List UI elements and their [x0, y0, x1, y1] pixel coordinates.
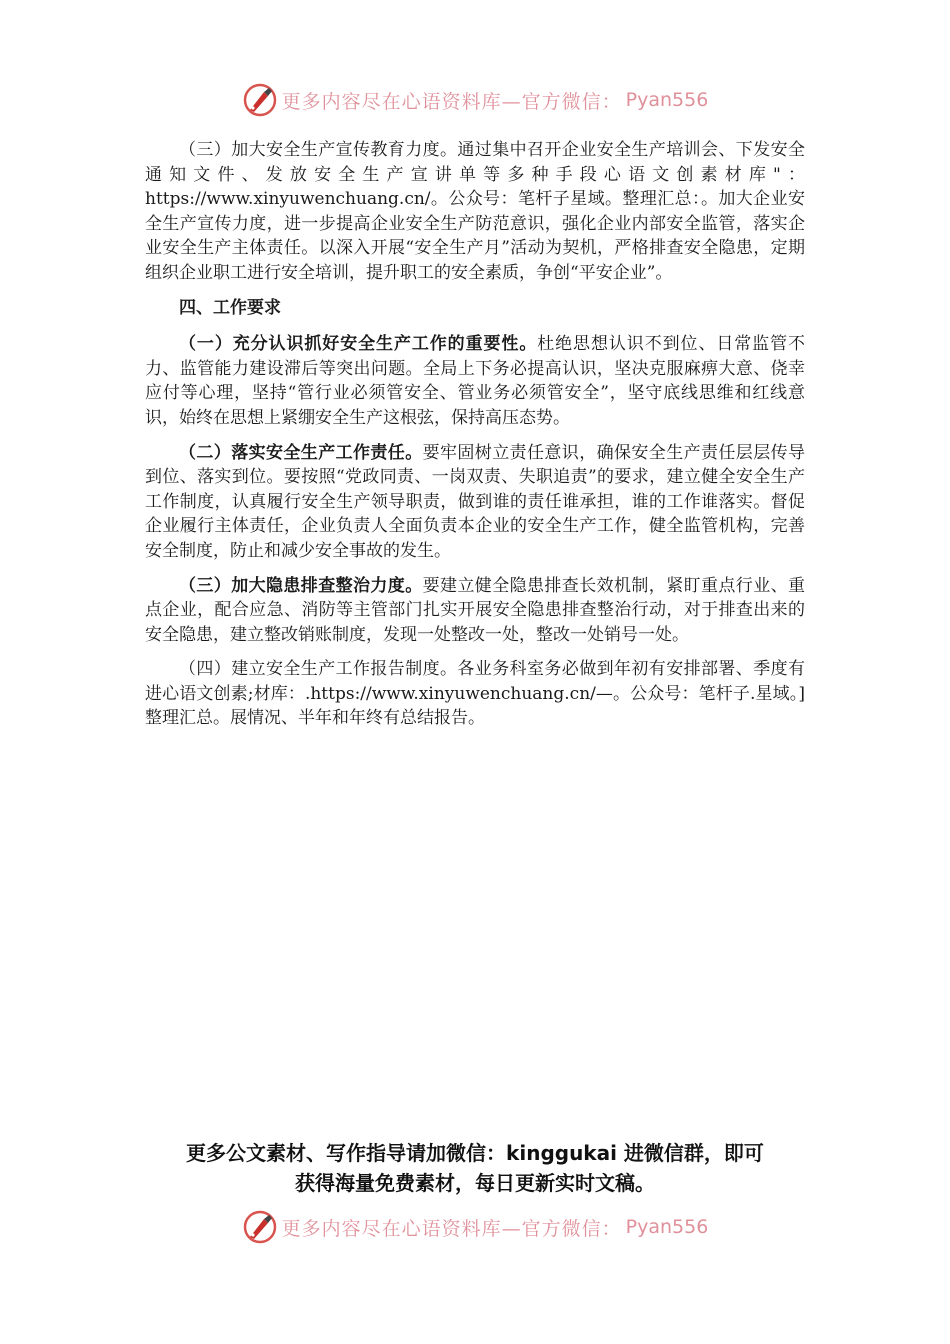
requirement-1-text: 杜绝思想认识不到位、日常监管不力、监管能力建设滞后等突出问题。全局上下务必提高认识，坚决克服麻痹大意、侥幸应付等心理，坚持“管行业必须管安全、管业务必须管安全”，坚守底线思维和红线意识，始终在思想上紧绷安全生产这根弦，保持高压态势。: [145, 334, 805, 428]
promo-notice: [0, 1138, 950, 1198]
requirement-paragraph-2: [145, 441, 805, 564]
requirement-paragraph-4: （四）建立安全生产工作报告制度。各业务科室务必做到年初有安排部署、季度有进心语文创素;材库：.https://www.xinyuwenchuang.cn/—。公众号：笔杆子.星域。]整理汇总。展情况、半年和年终有总结报告。: [145, 659, 805, 729]
document-body: [145, 138, 805, 741]
requirement-paragraph-3: [145, 574, 805, 648]
footer-banner-text: 更多内容尽在心语资料库—官方微信：: [281, 1217, 622, 1240]
promo-line-2: 获得海量免费素材，每日更新实时文稿。: [295, 1171, 655, 1195]
pen-nib-logo-icon: [242, 1209, 278, 1245]
footer-wechat-id: Pyan556: [625, 1216, 709, 1238]
header-banner-text: 更多内容尽在心语资料库—官方微信：: [281, 90, 622, 113]
requirement-2-lead: （二）落实安全生产工作责任。: [179, 442, 423, 463]
requirement-3-lead: （三）加大隐患排查整治力度。: [179, 575, 423, 596]
promo-line-1: 更多公文素材、写作指导请加微信：kinggukai 进微信群，即可: [186, 1141, 764, 1165]
footer-banner: [0, 1207, 950, 1247]
header-wechat-id: Pyan556: [625, 89, 709, 111]
header-banner: [0, 80, 950, 120]
pen-nib-logo-icon: [242, 82, 278, 118]
requirement-3-text: 要建立健全隐患排查长效机制，紧盯重点行业、重点企业，配合应急、消防等主管部门扎实开展安全隐患排查整治行动，对于排查出来的安全隐患，建立整改销账制度，发现一处整改一处，整改一处销号一处。: [145, 575, 806, 645]
publicity-paragraph: （三）加大安全生产宣传教育力度。通过集中召开企业安全生产培训会、下发安全通知文件、发放安全生产宣讲单等多种手段心语文创素材库"：https://www.xinyuwenchuang.cn/。公众号：笔杆子星域。整理汇总：。加大企业安全生产宣传力度，进一步提高企业安全生产防范意识，强化企业内部安全监管，落实企业安全生产主体责任。以深入开展“安全生产月”活动为契机，严格排查安全隐患，定期组织企业职工进行安全培训，提升职工的安全素质，争创“平安企业”。: [145, 140, 805, 283]
requirement-1-lead: （一）充分认识抓好安全生产工作的重要性。: [179, 334, 538, 355]
requirement-paragraph-1: [145, 332, 805, 430]
requirement-2-text: 要牢固树立责任意识，确保安全生产责任层层传导到位、落实到位。要按照“党政同责、一岗双责、失职追责”的要求，建立健全安全生产工作制度，认真履行安全生产领导职责，做到谁的责任谁承担，谁的工作谁落实。督促企业履行主体责任，企业负责人全面负责本企业的安全生产工作，健全监管机构，完善安全制度，防止和减少安全事故的发生。: [145, 442, 806, 561]
section-heading-work-requirements: 四、工作要求: [179, 297, 281, 318]
